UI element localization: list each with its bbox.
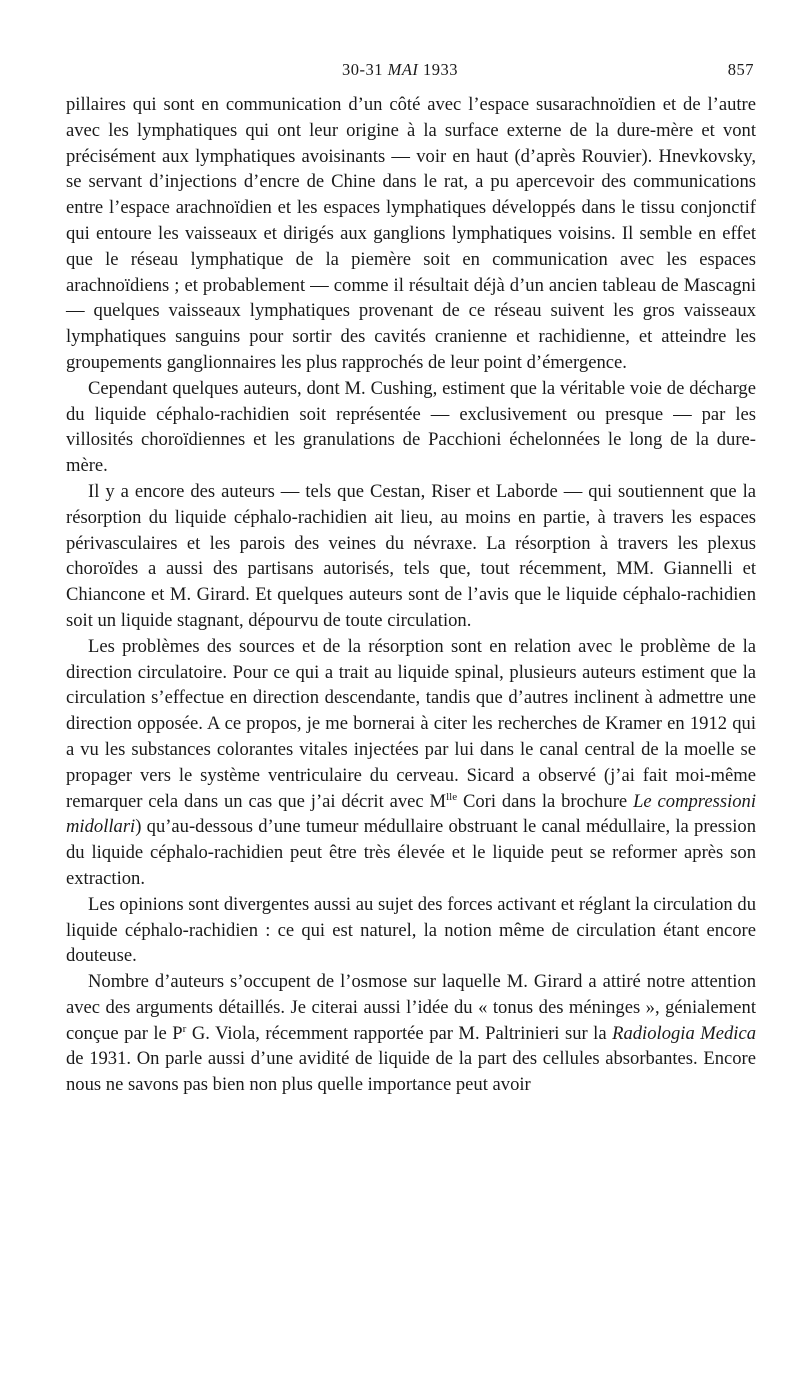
paragraph-2: Cependant quelques auteurs, dont M. Cushing, estiment que la véritable voie de décharge du liquide céphalo-rachidien soit représentée — exclusivement ou presque — par les villosités choroïdiennes et les granulations de Pacchioni échelonnées le long de la dure-mère. (66, 377, 756, 477)
italic-title: Le compressioni midollari (66, 790, 756, 838)
body-text (66, 92, 756, 1098)
paragraph-5: Les opinions sont divergentes aussi au sujet des forces activant et réglant la circulation du liquide céphalo-rachidien : ce qui est naturel, la notion même de circulation étant encore douteuse. (66, 893, 756, 967)
running-header (0, 60, 800, 84)
page-number: 857 (727, 60, 754, 79)
header-date: 30-31 MAI 1933 (341, 60, 459, 79)
paragraph-1: pillaires qui sont en communication d’un côté avec l’espace susarachnoïdien et de l’autre avec les lymphatiques qui ont leur origine à la surface externe de la dure-mère et vont précisément aux lymphatiques avoisinants — voir en haut (d’après Rouvier). Hnevkovsky, se servant d’injections d’encre de Chine dans le rat, a pu apercevoir des communications entre l’espace arachnoïdien et les espaces lymphatiques développés dans le tissu conjonctif qui entoure les vaisseaux et dirigés aux ganglions lymphatiques voisins. Il semble en effet que le réseau lymphatique de la piemère soit en communication avec les espaces arachnoïdiens ; et probablement — comme il résultait déjà d’un ancien tableau de Mascagni — quelques vaisseaux lymphatiques provenant de ce réseau suivent les gros vaisseaux lymphatiques sanguins pour sortir des cavités cranienne et rachidienne, et atteindre les groupements ganglionnaires les plus rapprochés de leur point d’émergence. (66, 94, 756, 373)
italic-journal: Radiologia Medica (612, 1022, 756, 1044)
paragraph-6: Nombre d’auteurs s’occupent de l’osmose sur laquelle M. Girard a attiré notre attention avec des arguments détaillés. Je citerai aussi l’idée du « tonus des méninges », génialement conçue par le $P^r$ G. Viola, récemment rapportée par M. Paltrinieri sur la Radiologia Medica de 1931. On parle aussi d’une avidité de liquide de la part des cellules absorbantes. Encore nous ne savons pas bien non plus quelle importance peut avoir (66, 971, 756, 1096)
paragraph-4: Les problèmes des sources et de la résorption sont en relation avec le problème de la direction circulatoire. Pour ce qui a trait au liquide spinal, plusieurs auteurs estiment que la circulation s’effectue en direction descendante, tandis que d’autres inclinent à admettre une direction opposée. A ce propos, je me bornerai à citer les recherches de Kramer en 1912 qui a vu les substances colorantes vitales injectées par lui dans le canal central de la moelle se propager vers le système ventriculaire du cerveau. Sicard a observé (j’ai fait moi-même remarquer cela dans un cas que j’ai décrit avec $M^{lle}$ Cori dans la brochure Le compressioni midollari) qu’au-dessous d’une tumeur médullaire obstruant le canal médullaire, la pression du liquide céphalo-rachidien peut être très élevée et le liquide peut se reformer après son extraction. (66, 635, 756, 889)
paragraph-3: Il y a encore des auteurs — tels que Cestan, Riser et Laborde — qui soutiennent que la résorption du liquide céphalo-rachidien ait lieu, au moins en partie, à travers les espaces périvasculaires et les parois des veines du névraxe. La résorption à travers les plexus choroïdes a aussi des partisans autorisés, tels que, tout récemment, MM. Giannelli et Chiancone et M. Girard. Et quelques auteurs sont de l’avis que le liquide céphalo-rachidien soit un liquide stagnant, dépourvu de toute circulation. (66, 480, 756, 631)
